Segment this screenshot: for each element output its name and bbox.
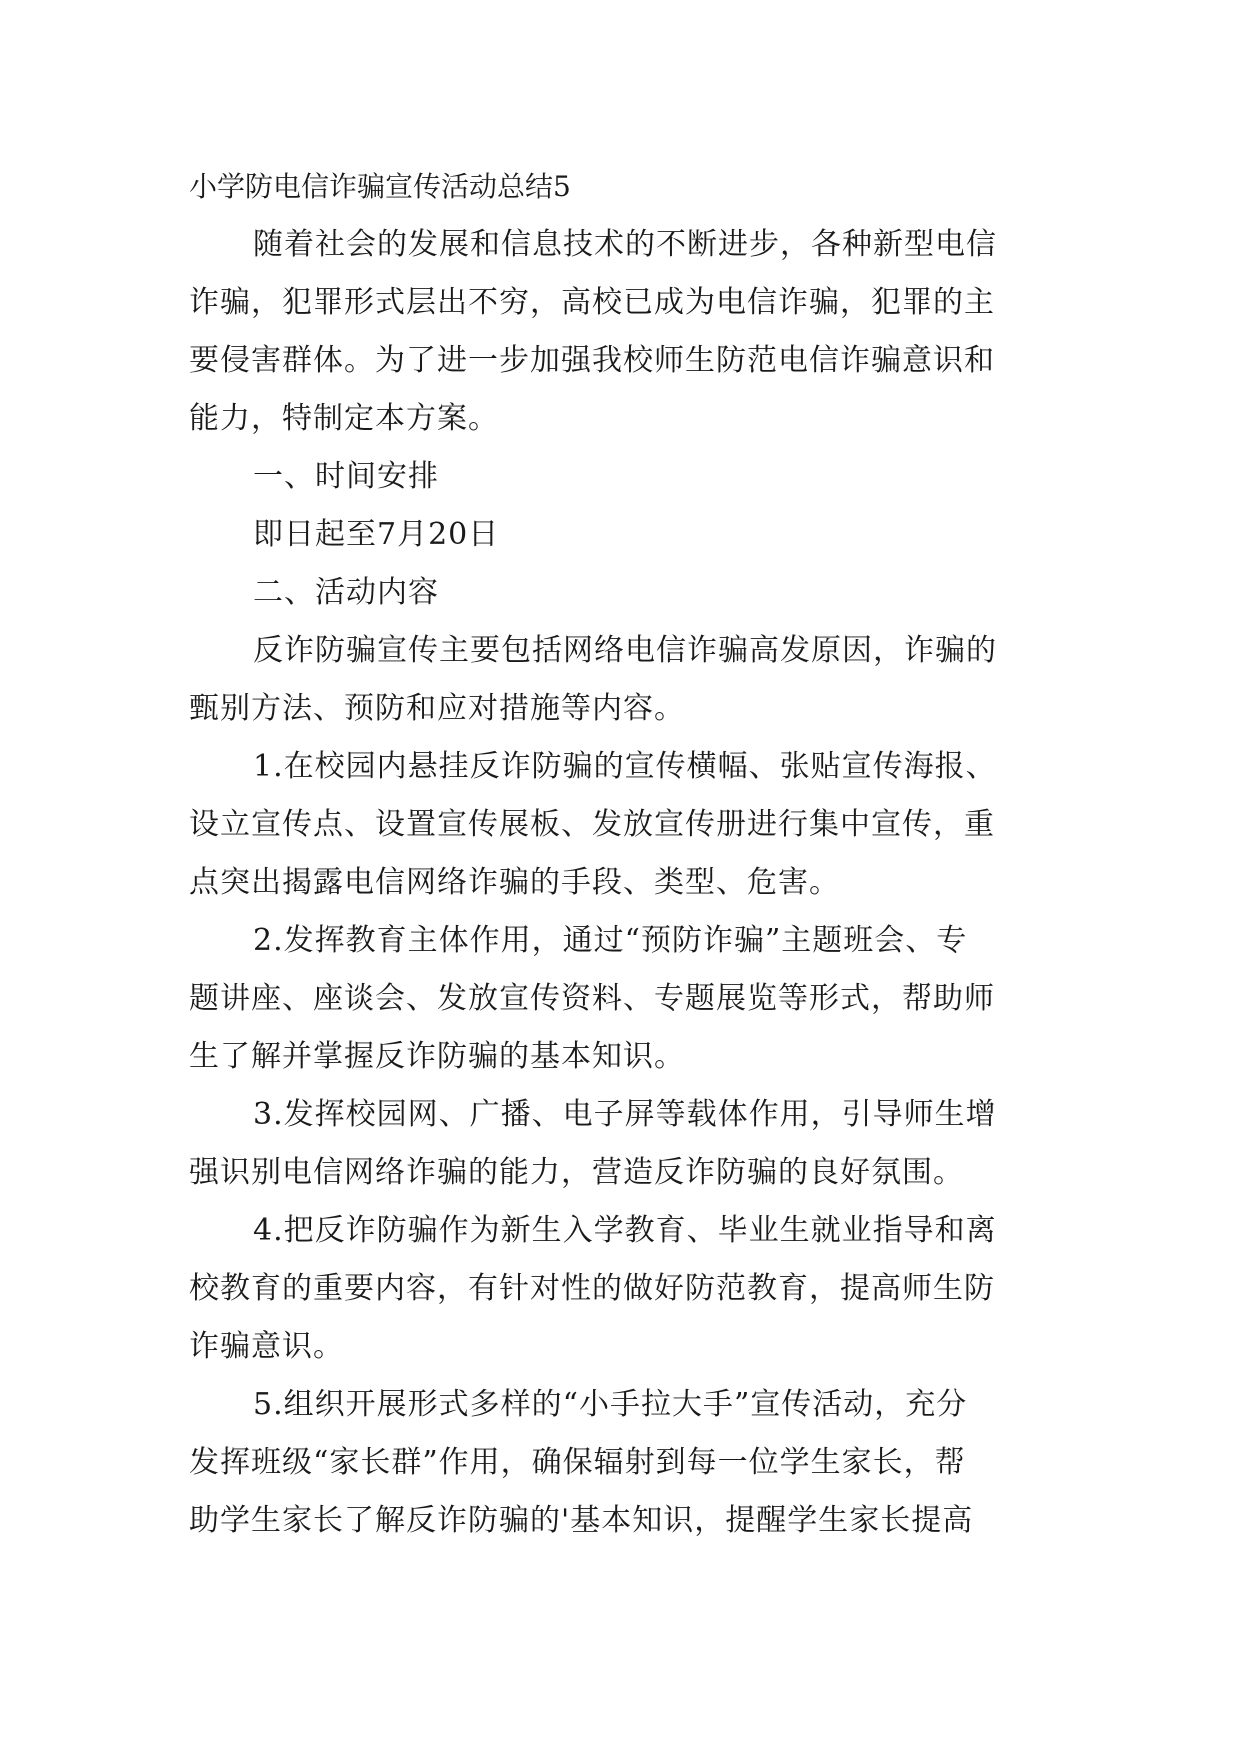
text-line: 强识别电信网络诈骗的能力，营造反诈防骗的良好氛围。	[189, 1155, 964, 1190]
text-line: 一、时间安排	[253, 459, 439, 494]
document-body	[189, 158, 1089, 1550]
text-line: 反诈防骗宣传主要包括网络电信诈骗高发原因，诈骗的	[253, 633, 997, 668]
text-line: 要侵害群体。为了进一步加强我校师生防范电信诈骗意识和	[189, 343, 995, 378]
text-line: 即日起至7月20日	[253, 517, 500, 552]
paragraph-lines	[189, 216, 1089, 1550]
text-line: 1.在校园内悬挂反诈防骗的宣传横幅、张贴宣传海报、	[253, 749, 997, 784]
text-line: 二、活动内容	[253, 575, 439, 610]
text-line: 题讲座、座谈会、发放宣传资料、专题展览等形式，帮助师	[189, 981, 995, 1016]
text-line: 2.发挥教育主体作用，通过“预防诈骗”主题班会、专	[253, 923, 968, 958]
document-title: 小学防电信诈骗宣传活动总结5	[189, 170, 571, 203]
text-line: 发挥班级“家长群”作用，确保辐射到每一位学生家长，帮	[189, 1445, 966, 1480]
text-line: 甄别方法、预防和应对措施等内容。	[189, 691, 685, 726]
text-line: 能力，特制定本方案。	[189, 401, 499, 436]
text-line: 诈骗意识。	[189, 1329, 344, 1364]
text-line: 助学生家长了解反诈防骗的'基本知识，提醒学生家长提高	[189, 1503, 974, 1538]
text-line: 随着社会的发展和信息技术的不断进步，各种新型电信	[253, 227, 997, 262]
text-line: 校教育的重要内容，有针对性的做好防范教育，提高师生防	[189, 1271, 995, 1306]
text-line: 5.组织开展形式多样的“小手拉大手”宣传活动，充分	[253, 1387, 968, 1422]
text-line: 点突出揭露电信网络诈骗的手段、类型、危害。	[189, 865, 840, 900]
text-line: 4.把反诈防骗作为新生入学教育、毕业生就业指导和离	[253, 1213, 997, 1248]
text-line: 诈骗，犯罪形式层出不穷，高校已成为电信诈骗，犯罪的主	[189, 285, 995, 320]
text-line: 3.发挥校园网、广播、电子屏等载体作用，引导师生增	[253, 1097, 997, 1132]
text-line: 生了解并掌握反诈防骗的基本知识。	[189, 1039, 685, 1074]
text-line: 设立宣传点、设置宣传展板、发放宣传册进行集中宣传，重	[189, 807, 995, 842]
